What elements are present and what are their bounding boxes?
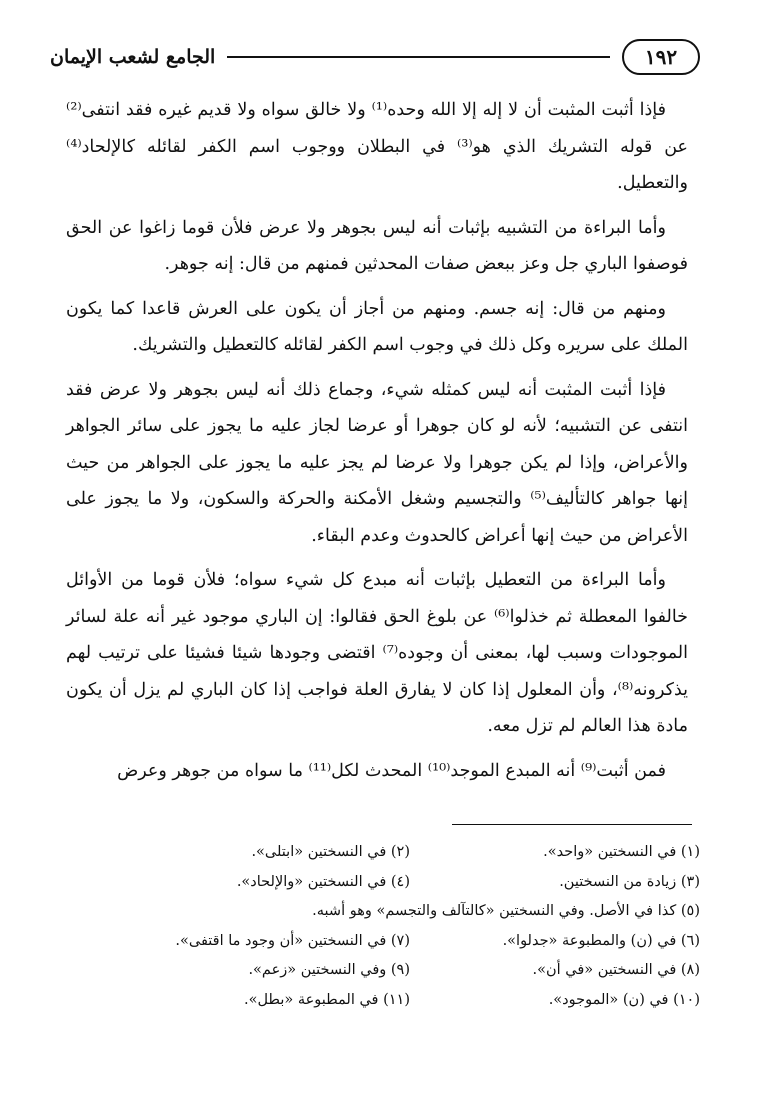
header-rule <box>227 56 610 58</box>
footnote-row <box>120 868 700 898</box>
page-header <box>50 36 700 78</box>
paragraph: فإذا أثبت المثبت أن لا إله إلا الله وحده⁽¹⁾ ولا خالق سواه ولا قديم غيره فقد انتفى⁽²⁾ عن قوله التشريك الذي هو⁽³⁾ في البطلان ووجوب اسم الكفر لقائله كالإلحاد⁽⁴⁾ والتعطيل. <box>66 100 688 193</box>
footnote-7: (٧) في النسختين «أن وجود ما اقتفى». <box>175 932 410 949</box>
footnote-5: (٥) كذا في الأصل. وفي النسختين «كالتآلف والتجسم» وهو أشبه. <box>312 903 700 919</box>
paragraph: وأما البراءة من التشبيه بإثبات أنه ليس بجوهر ولا عرض فلأن قوما زاغوا عن الحق فوصفوا الباري جل وعز ببعض صفات المحدثين فمنهم من قال: إنه جوهر. <box>66 217 688 274</box>
footnote-row <box>120 986 700 1016</box>
footnote-8: (٨) في النسختين «في أن». <box>532 962 700 978</box>
paragraph: فإذا أثبت المثبت أنه ليس كمثله شيء، وجماع ذلك أنه ليس بجوهر ولا عرض فقد انتفى عن التشبيه؛ لأنه لو كان جوهرا أو عرضا لجاز عليه ما يجوز على سائر الجواهر والأعراض، وإذا لم يكن جوهرا ولا عرضا لم يجز عليه ما يجوز على الجواهر من حيث إنها جواهر كالتأليف⁽⁵⁾ والتجسيم وشغل الأمكنة والحركة والسكون، ولا ما يجوز على الأعراض من حيث إنها أعراض كالحدوث وعدم البقاء. <box>66 379 688 546</box>
footnote-row <box>120 927 700 957</box>
footnote-row <box>120 956 700 986</box>
paragraph: فمن أثبت⁽⁹⁾ أنه المبدع الموجد⁽¹⁰⁾ المحدث لكل⁽¹¹⁾ ما سواه من جوهر وعرض <box>117 760 666 781</box>
footnote-1: (١) في النسختين «واحد». <box>543 844 700 860</box>
footnote-row <box>120 897 700 927</box>
running-title: الجامع لشعب الإيمان <box>50 46 216 68</box>
footnote-6: (٦) في (ن) والمطبوعة «جدلوا». <box>502 932 700 949</box>
footnote-separator <box>452 824 692 825</box>
main-text <box>66 92 688 789</box>
footnote-4: (٤) في النسختين «والإلحاد». <box>236 873 410 890</box>
footnote-10: (١٠) في (ن) «الموجود». <box>548 991 700 1008</box>
footnote-2: (٢) في النسختين «ابتلى». <box>251 844 410 860</box>
footnote-9: (٩) وفي النسختين «زعم». <box>248 962 410 978</box>
page-number: ١٩٢ <box>622 39 700 75</box>
paragraph: ومنهم من قال: إنه جسم. ومنهم من أجاز أن يكون على العرش قاعدا كما يكون الملك على سريره وكل ذلك في وجوب اسم الكفر لقائله كالتعطيل والتشريك. <box>66 298 688 355</box>
paragraph: وأما البراءة من التعطيل بإثبات أنه مبدع كل شيء سواه؛ فلأن قوما من الأوائل خالفوا المعطلة ثم خذلوا⁽⁶⁾ عن بلوغ الحق فقالوا: إن الباري موجود غير أنه علة لسائر الموجودات وسبب لها، بمعنى أن وجوده⁽⁷⁾ اقتضى وجودها شيئا فشيئا على ترتيب لهم يذكرونه⁽⁸⁾، وأن المعلول إذا كان لا يفارق العلة فواجب إذا كان الباري لم يزل أن يكون مادة هذا العالم لم تزل معه. <box>66 570 688 736</box>
footnote-row <box>120 838 700 868</box>
footnote-3: (٣) زيادة من النسختين. <box>559 873 700 890</box>
footnotes <box>120 838 700 1015</box>
footnote-11: (١١) في المطبوعة «بطل». <box>243 991 410 1008</box>
